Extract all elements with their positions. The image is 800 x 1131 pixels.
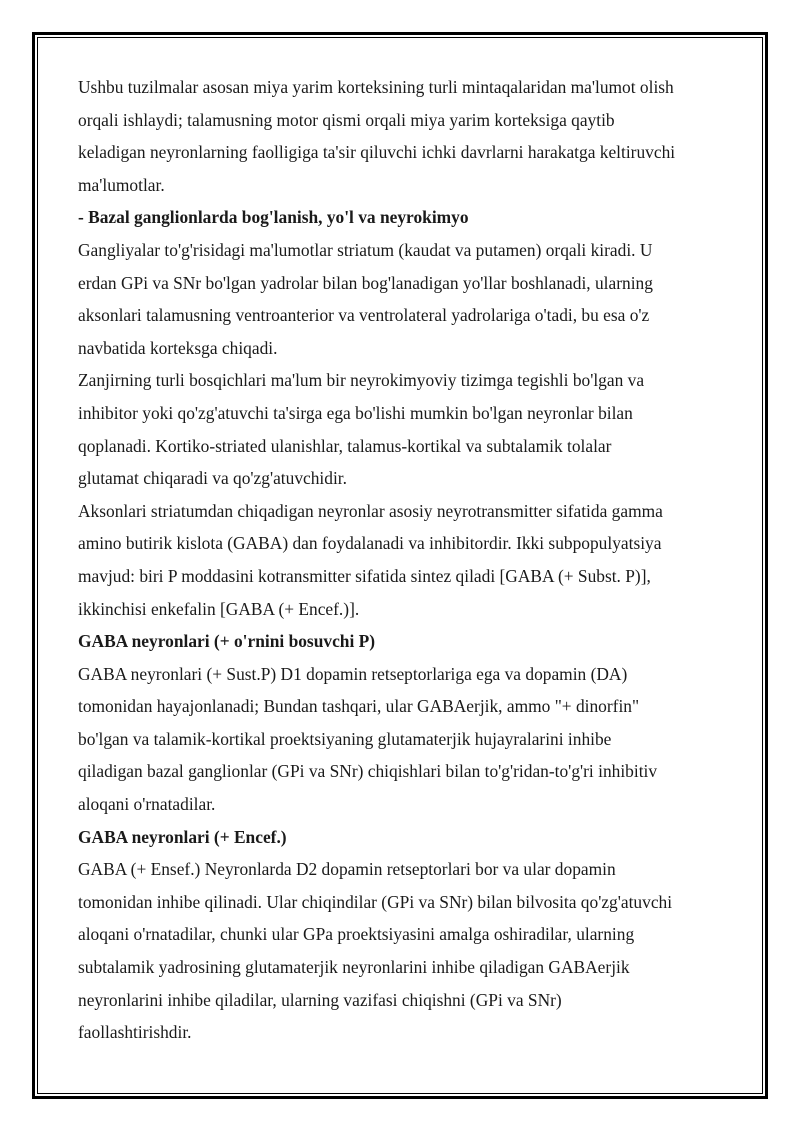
text-line: glutamat chiqaradi va qo'zg'atuvchidir. xyxy=(78,468,347,489)
text-line: Gangliyalar to'g'risidagi ma'lumotlar striatum (kaudat va putamen) orqali kiradi. U xyxy=(78,239,653,260)
text-line: neyronlarini inhibe qiladilar, ularning vazifasi chiqishni (GPi va SNr) xyxy=(78,989,562,1010)
text-line: ma'lumotlar. xyxy=(78,174,165,195)
text-line: Ushbu tuzilmalar asosan miya yarim korteksining turli mintaqalaridan ma'lumot olish xyxy=(78,77,674,97)
text-line: faollashtirishdir. xyxy=(78,1022,192,1043)
text-line: amino butirik kislota (GABA) dan foydalanadi va inhibitordir. Ikki subpopulyatsiya xyxy=(78,533,662,554)
text-line: navbatida korteksga chiqadi. xyxy=(78,337,278,358)
text-line: aloqani o'rnatadilar, chunki ular GPa proektsiyasini amalga oshiradilar, ularning xyxy=(78,924,635,945)
text-line: orqali ishlaydi; talamusning motor qismi orqali miya yarim korteksiga qaytib xyxy=(78,109,615,130)
section-heading: GABA neyronlari (+ o'rnini bosuvchi P) xyxy=(78,631,376,652)
text-line: GABA (+ Ensef.) Neyronlarda D2 dopamin retseptorlari bor va ular dopamin xyxy=(78,859,616,880)
text-line: subtalamik yadrosining glutamaterjik neyronlarini inhibe qiladigan GABAerjik xyxy=(78,957,630,978)
text-line: aloqani o'rnatadilar. xyxy=(78,794,216,815)
text-line: bo'lgan va talamik-kortikal proektsiyaning glutamaterjik hujayralarini inhibe xyxy=(78,728,612,749)
text-line: inhibitor yoki qo'zg'atuvchi ta'sirga ega bo'lishi mumkin bo'lgan neyronlar bilan xyxy=(78,402,633,423)
text-line: Zanjirning turli bosqichlari ma'lum bir neyrokimyoviy tizimga tegishli bo'lgan va xyxy=(78,370,645,391)
text-line: Aksonlari striatumdan chiqadigan neyronlar asosiy neyrotransmitter sifatida gamma xyxy=(78,500,663,521)
text-line: GABA neyronlari (+ Sust.P) D1 dopamin retseptorlariga ega va dopamin (DA) xyxy=(78,663,628,684)
text-line: tomonidan hayajonlanadi; Bundan tashqari, ular GABAerjik, ammo "+ dinorfin" xyxy=(78,696,640,717)
text-line: ikkinchisi enkefalin [GABA (+ Encef.)]. xyxy=(78,598,360,619)
section-heading: - Bazal ganglionlarda bog'lanish, yo'l va neyrokimyo xyxy=(78,207,469,228)
text-line: qoplanadi. Kortiko-striated ulanishlar, talamus-kortikal va subtalamik tolalar xyxy=(78,435,612,456)
section-heading: GABA neyronlari (+ Encef.) xyxy=(78,826,287,847)
text-line: mavjud: biri P moddasini kotransmitter sifatida sintez qiladi [GABA (+ Subst. P)], xyxy=(78,565,651,586)
document-body xyxy=(78,71,726,1049)
text-line: erdan GPi va SNr bo'lgan yadrolar bilan bog'lanadigan yo'llar boshlanadi, ularning xyxy=(78,272,653,293)
text-line: tomonidan inhibe qilinadi. Ular chiqindilar (GPi va SNr) bilan bilvosita qo'zg'atuvchi xyxy=(78,891,673,912)
text-line: aksonlari talamusning ventroanterior va ventrolateral yadrolariga o'tadi, bu esa o'z xyxy=(78,305,650,326)
text-line: qiladigan bazal ganglionlar (GPi va SNr) chiqishlari bilan to'g'ridan-to'g'ri inhibitiv xyxy=(78,761,658,782)
text-line: keladigan neyronlarning faolligiga ta'sir qiluvchi ichki davrlarni harakatga keltiruvchi xyxy=(78,142,676,163)
